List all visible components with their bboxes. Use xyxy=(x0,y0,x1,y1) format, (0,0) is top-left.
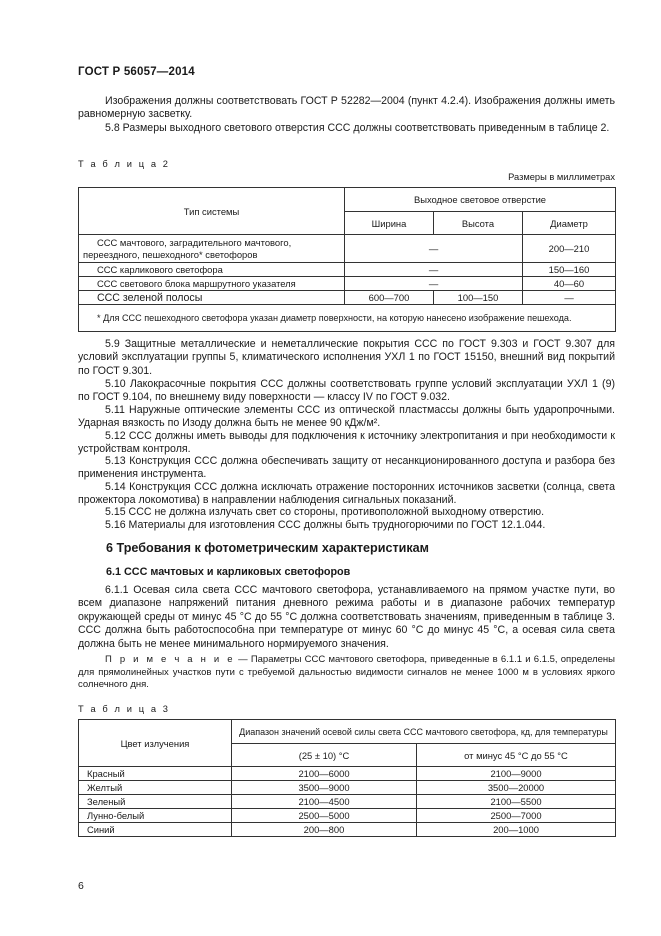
table2-cell-diameter: 40—60 xyxy=(523,277,616,291)
table2-cell-diameter: 200—210 xyxy=(523,235,616,263)
note xyxy=(78,654,615,692)
paragraph-5-13: 5.13 Конструкция ССС должна обеспечивать защиту от несанкционированного доступа и разбора без применения инструмента. xyxy=(78,455,615,481)
table3-header-group: Диапазон значений осевой силы света ССС мачтового светофора, кд, для температуры xyxy=(232,720,616,744)
table3-cell-color: Синий xyxy=(79,823,232,837)
document-header: ГОСТ Р 56057—2014 xyxy=(78,66,195,78)
subsection-6-1-heading: 6.1 ССС мачтовых и карликовых светофоров xyxy=(106,566,351,578)
table3-cell-t1: 2100—6000 xyxy=(232,767,417,781)
note-label: П р и м е ч а н и е xyxy=(105,654,235,665)
table2-header-group: Выходное световое отверстие xyxy=(345,188,616,212)
table2-cell-wh: — xyxy=(345,277,523,291)
table3-cell-t1: 3500—9000 xyxy=(232,781,417,795)
table2-header-diameter: Диаметр xyxy=(523,212,616,235)
table3-cell-t2: 2100—9000 xyxy=(417,767,616,781)
table2-cell-height: 100—150 xyxy=(434,291,523,305)
table2-units: Размеры в миллиметрах xyxy=(508,172,615,182)
page-number: 6 xyxy=(78,880,84,892)
table3-caption: Т а б л и ц а 3 xyxy=(78,704,171,714)
table3-cell-t2: 200—1000 xyxy=(417,823,616,837)
table-3 xyxy=(78,719,616,837)
table2-caption: Т а б л и ц а 2 xyxy=(78,159,171,169)
table3-cell-t2: 2100—5500 xyxy=(417,795,616,809)
table3-cell-color: Желтый xyxy=(79,781,232,795)
paragraph-5-9: 5.9 Защитные металлические и неметаллические покрытия ССС по ГОСТ 9.303 и ГОСТ 9.307 для условий эксплуатации группы 5, климатического исполнения УХЛ 1 по ГОСТ 15150, внешний вид покрытий по ГОСТ 9.301. xyxy=(78,338,615,377)
table2-cell-diameter: — xyxy=(523,291,616,305)
paragraph-5-8: 5.8 Размеры выходного светового отверстия ССС должны соответствовать приведенным в таблице 2. xyxy=(105,122,610,134)
table2-footnote: * Для ССС пешеходного светофора указан диаметр поверхности, на которую нанесено изображение пешехода. xyxy=(79,305,616,332)
table3-cell-color: Красный xyxy=(79,767,232,781)
paragraph-5-11: 5.11 Наружные оптические элементы ССС из оптической пластмассы должны быть ударопрочными. Ударная вязкость по Изоду должна быть не менее 90 кДж/м². xyxy=(78,404,615,430)
table3-cell-t1: 2500—5000 xyxy=(232,809,417,823)
paragraph-5-16: 5.16 Материалы для изготовления ССС должны быть трудногорючими по ГОСТ 12.1.044. xyxy=(105,519,546,531)
table3-cell-color: Зеленый xyxy=(79,795,232,809)
table2-cell-width: 600—700 xyxy=(345,291,434,305)
note-text: — Параметры ССС мачтового светофора, приведенные в 6.1.1 и 6.1.5, определены для прямолинейных участков пути с требуемой дальностью видимости сигналов не менее 1000 м в условиях яркого солнечного дня. xyxy=(78,654,615,691)
table2-cell-system: ССС зеленой полосы xyxy=(79,291,345,305)
table2-cell-system: ССС светового блока маршрутного указателя xyxy=(79,277,345,291)
table3-cell-t1: 200—800 xyxy=(232,823,417,837)
table2-cell-diameter: 150—160 xyxy=(523,263,616,277)
table2-cell-system: ССС мачтового, заградительного мачтового, переездного, пешеходного* светофоров xyxy=(79,235,345,263)
paragraph-5-14: 5.14 Конструкция ССС должна исключать отражение посторонних источников засветки (солнца, света прожектора локомотива) в направлении наблюдения сигнальных показаний. xyxy=(78,481,615,507)
paragraph-5-15: 5.15 ССС не должна излучать свет со стороны, противоположной выходному отверстию. xyxy=(105,506,545,518)
table3-cell-t1: 2100—4500 xyxy=(232,795,417,809)
table2-cell-system: ССС карликового светофора xyxy=(79,263,345,277)
table2-header-height: Высота xyxy=(434,212,523,235)
table3-cell-t2: 3500—20000 xyxy=(417,781,616,795)
table3-header-t1: (25 ± 10) °С xyxy=(232,744,417,767)
table2-header-width: Ширина xyxy=(345,212,434,235)
table3-header-color: Цвет излучения xyxy=(79,720,232,767)
paragraph-5-12: 5.12 ССС должны иметь выводы для подключения к источнику электропитания и при необходимости к устройствам контроля. xyxy=(78,430,615,456)
paragraph-5-10: 5.10 Лакокрасочные покрытия ССС должны соответствовать группе условий эксплуатации УХЛ 1 (9) по ГОСТ 9.104, по внешнему виду поверхности — классу IV по ГОСТ 9.032. xyxy=(78,378,615,404)
paragraph-6-1-1: 6.1.1 Осевая сила света ССС мачтового светофора, устанавливаемого на прямом участке пути, во всем диапазоне напряжений питания дневного режима работы и в диапазоне рабочих температур окружающей среды от минус 45 °С до 55 °С должна соответствовать значениям, приведенным в таблице 3. ССС должна быть работоспособна при температуре от минус 60 °С до минус 45 °С, а осевая сила света должна быть не менее минимального нормируемого значения. xyxy=(78,584,615,650)
table3-cell-color: Лунно-белый xyxy=(79,809,232,823)
table3-header-t2: от минус 45 °С до 55 °С xyxy=(417,744,616,767)
paragraph: Изображения должны соответствовать ГОСТ Р 52282—2004 (пункт 4.2.4). Изображения должны иметь равномерную засветку. xyxy=(78,95,615,121)
table2-cell-wh: — xyxy=(345,263,523,277)
table2-cell-wh: — xyxy=(345,235,523,263)
table2-header-system: Тип системы xyxy=(79,188,345,235)
section-6-heading: 6 Требования к фотометрическим характеристикам xyxy=(106,541,429,555)
table-2 xyxy=(78,187,616,332)
table3-cell-t2: 2500—7000 xyxy=(417,809,616,823)
